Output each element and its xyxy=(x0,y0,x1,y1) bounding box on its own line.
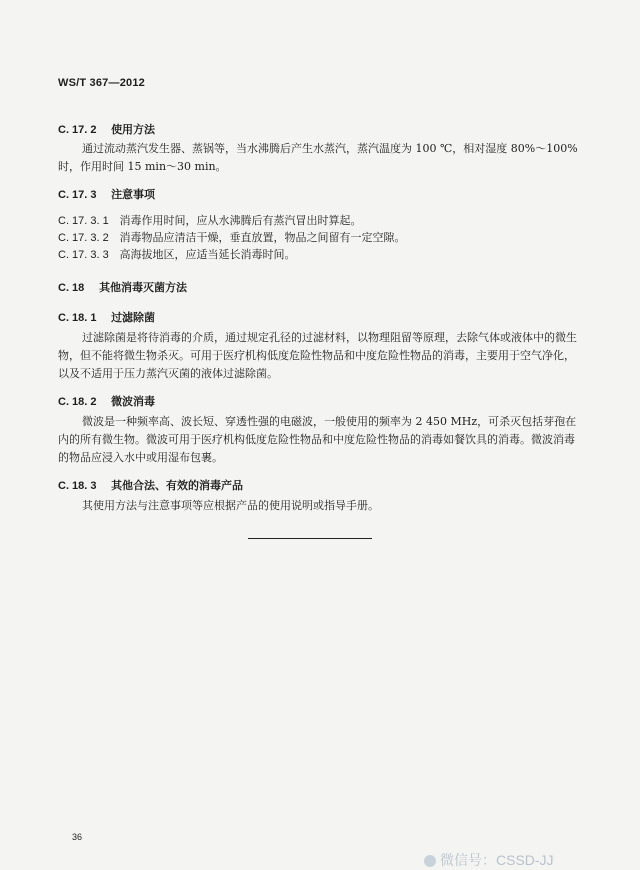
item-text: 高海拔地区，应适当延长消毒时间。 xyxy=(119,248,296,261)
watermark-text: 微信号：CSSD-JJ xyxy=(440,852,554,868)
item-number: C. 17. 3. 2 xyxy=(58,232,109,244)
section-number: C. 17. 3 xyxy=(58,189,97,201)
section-number: C. 18. 3 xyxy=(58,480,97,492)
item-number: C. 17. 3. 1 xyxy=(58,215,109,227)
section-title: 其他消毒灭菌方法 xyxy=(99,282,188,294)
page-number: 36 xyxy=(72,832,83,842)
list-item xyxy=(58,212,362,228)
section-heading-c17-3 xyxy=(58,186,155,202)
section-heading-c17-2 xyxy=(58,121,155,137)
section-number: C. 18. 1 xyxy=(58,312,97,324)
list-item xyxy=(58,246,296,262)
section-heading-c18-2 xyxy=(58,393,155,409)
item-text: 消毒物品应清洁干燥，垂直放置，物品之间留有一定空隙。 xyxy=(119,231,406,244)
section-title: 其他合法、有效的消毒产品 xyxy=(111,480,244,492)
section-number: C. 18 xyxy=(58,282,85,294)
section-title: 过滤除菌 xyxy=(111,312,156,324)
section-number: C. 18. 2 xyxy=(58,396,97,408)
list-item xyxy=(58,229,406,245)
section-title: 使用方法 xyxy=(111,124,156,136)
paragraph-c18-3: 其使用方法与注意事项等应根据产品的使用说明或指导手册。 xyxy=(82,499,379,512)
section-heading-c18 xyxy=(58,279,187,295)
section-title: 微波消毒 xyxy=(111,396,156,408)
paragraph-c18-1: 过滤除菌是将待消毒的介质，通过规定孔径的过滤材料，以物理阻留等原理，去除气体或液体中的微生物，但不能将微生物杀灭。可用于医疗机构低度危险性物品和中度危险性物品的消毒，主要用于空气净化，以及不适用于压力蒸汽灭菌的液体过滤除菌。 xyxy=(58,331,577,380)
section-number: C. 17. 2 xyxy=(58,124,97,136)
section-heading-c18-1 xyxy=(58,309,155,325)
wechat-icon xyxy=(424,855,436,867)
watermark xyxy=(424,850,554,870)
paragraph-c17-2: 通过流动蒸汽发生器、蒸锅等，当水沸腾后产生水蒸汽，蒸汽温度为 100 ℃，相对湿度 80%～100%时，作用时间 15 min～30 min。 xyxy=(58,142,578,173)
section-heading-c18-3 xyxy=(58,477,243,493)
item-number: C. 17. 3. 3 xyxy=(58,249,109,261)
item-text: 消毒作用时间，应从水沸腾后有蒸汽冒出时算起。 xyxy=(119,214,362,227)
standard-code-header: WS/T 367—2012 xyxy=(58,77,145,89)
end-of-document-rule xyxy=(248,538,372,539)
paragraph-c18-2: 微波是一种频率高、波长短、穿透性强的电磁波，一般使用的频率为 2 450 MHz，可杀灭包括芽孢在内的所有微生物。微波可用于医疗机构低度危险性物品和中度危险性物品的消毒如餐饮具的消毒。微波消毒的物品应浸入水中或用湿布包裹。 xyxy=(58,415,577,464)
section-title: 注意事项 xyxy=(111,189,156,201)
